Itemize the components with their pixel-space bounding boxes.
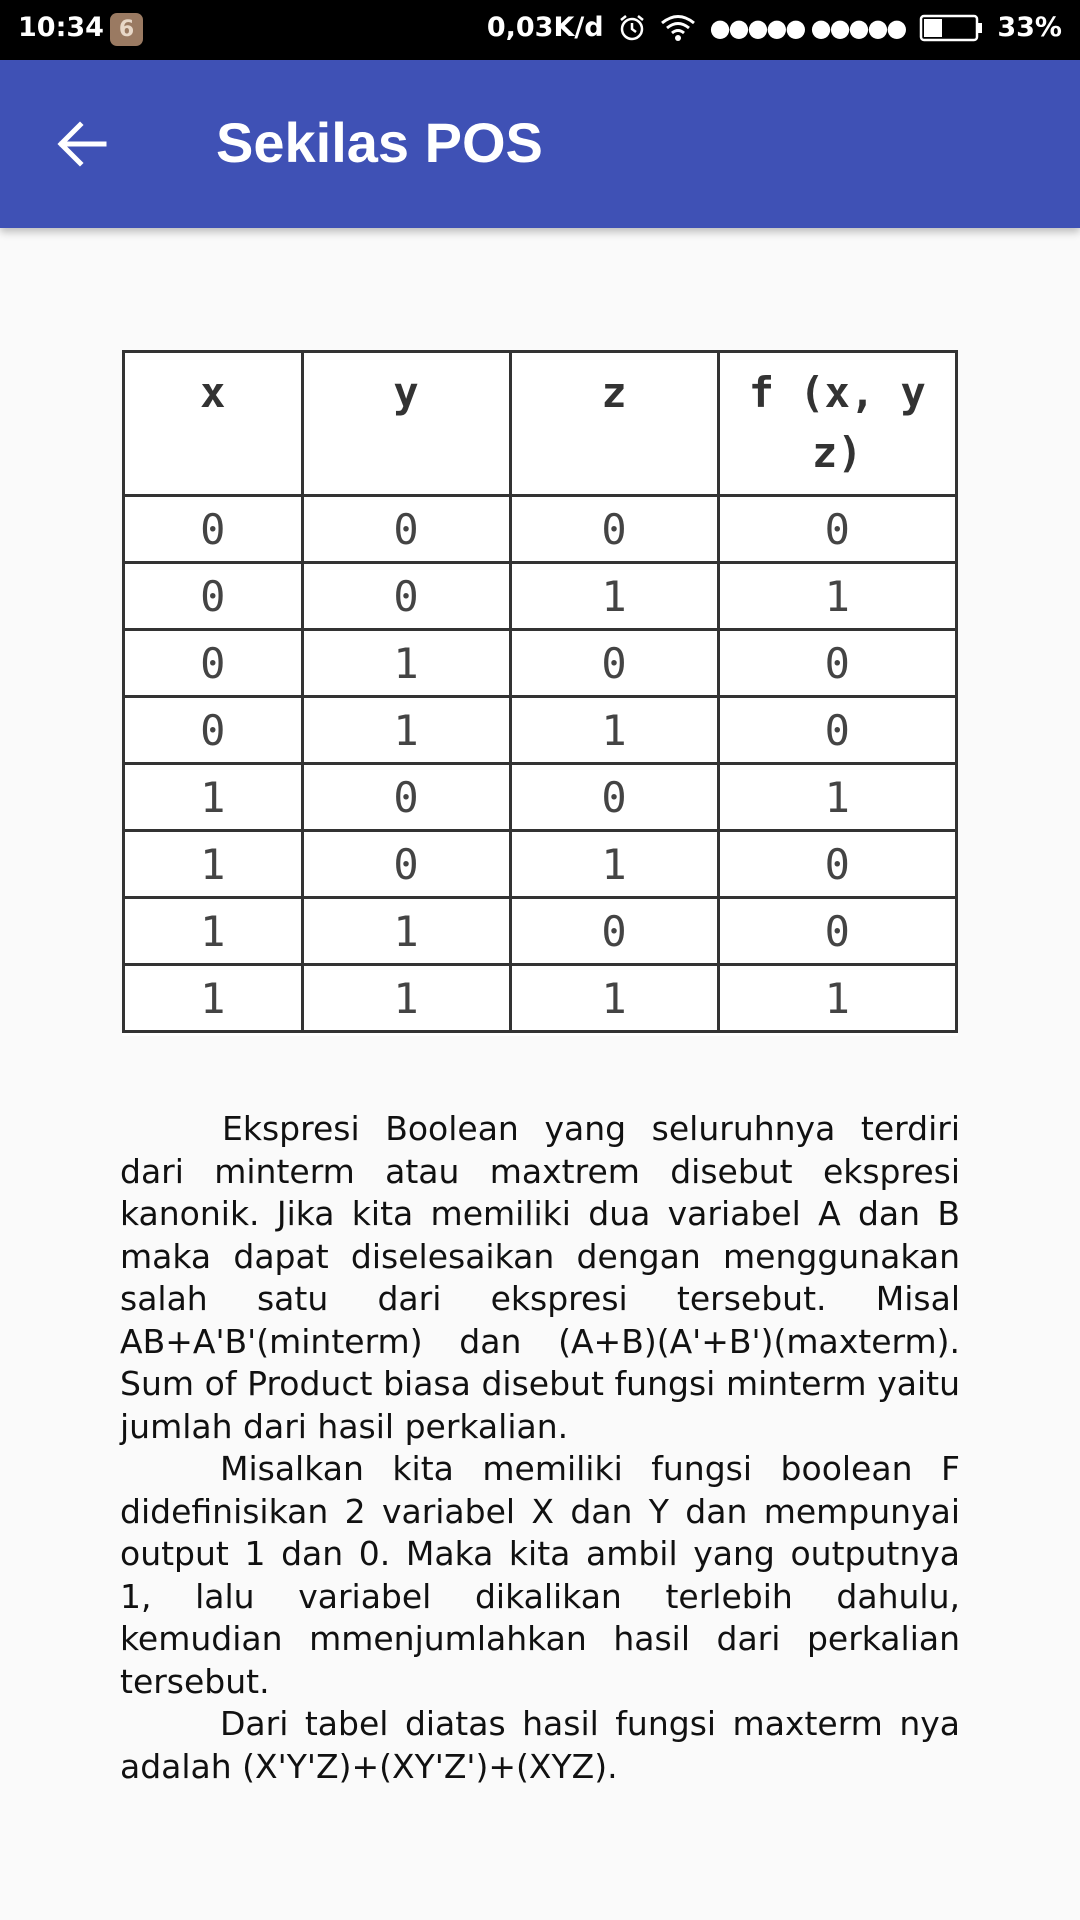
table-header-row (124, 352, 957, 496)
page-title: Sekilas POS (216, 111, 543, 174)
status-icons (487, 12, 1062, 43)
cell-y: 0 (302, 831, 510, 898)
cell-f: 0 (718, 697, 956, 764)
cell-y: 1 (302, 898, 510, 965)
cell-x: 1 (124, 965, 303, 1032)
camera-app-icon: 6 (110, 13, 143, 46)
paragraph-1: Ekspresi Boolean yang seluruhnya terdiri dari minterm atau maxtrem disebut ekspresi kanonik. Jika kita memiliki dua variabel A dan B maka dapat diselesaikan dengan menggunakan salah satu dari ekspresi tersebut. Misal AB+A'B'(minterm) dan (A+B)(A'+B')(maxterm). Sum of Product biasa disebut fungsi minterm yaitu jumlah dari hasil perkalian. (120, 1109, 960, 1446)
cell-f: 1 (718, 764, 956, 831)
header-y: y (302, 352, 510, 496)
cell-z: 0 (510, 630, 718, 697)
cell-z: 0 (510, 496, 718, 563)
table-row (124, 697, 957, 764)
back-button[interactable] (50, 112, 114, 176)
cell-y: 1 (302, 965, 510, 1032)
cell-y: 1 (302, 630, 510, 697)
table-row (124, 496, 957, 563)
cell-z: 1 (510, 563, 718, 630)
arrow-left-icon (56, 120, 108, 168)
cell-y: 1 (302, 697, 510, 764)
header-z: z (510, 352, 718, 496)
header-x: x (124, 352, 303, 496)
cell-f: 0 (718, 630, 956, 697)
network-speed: 0,03K/d (486, 12, 604, 43)
cell-f: 1 (718, 965, 956, 1032)
app-bar (0, 60, 1080, 228)
cell-z: 0 (510, 764, 718, 831)
status-time: 10:34 (18, 12, 104, 43)
cell-y: 0 (302, 764, 510, 831)
cell-x: 1 (124, 831, 303, 898)
header-f: f (x, y z) (718, 352, 956, 496)
cell-x: 1 (124, 764, 303, 831)
truth-table (122, 350, 958, 1033)
table-row (124, 563, 957, 630)
cell-y: 0 (302, 496, 510, 563)
truth-table-image (122, 350, 958, 1036)
battery-percent: 33% (997, 12, 1062, 43)
cell-x: 1 (124, 898, 303, 965)
paragraph-2: Misalkan kita memiliki fungsi boolean F didefinisikan 2 variabel X dan Y dan mempunyai output 1 dan 0. Maka kita ambil yang outputnya 1, lalu variabel dikalikan terlebih dahulu, kemudian mmenjumlahkan hasil dari perkalian tersebut. (120, 1449, 960, 1701)
table-row (124, 764, 957, 831)
cell-x: 0 (124, 563, 303, 630)
table-row (124, 630, 957, 697)
cell-f: 0 (718, 898, 956, 965)
table-row (124, 831, 957, 898)
status-bar (0, 0, 1080, 60)
table-row (124, 965, 957, 1032)
cell-y: 0 (302, 563, 510, 630)
wifi-icon (660, 14, 696, 42)
cell-z: 1 (510, 965, 718, 1032)
cell-z: 0 (510, 898, 718, 965)
signal-strength-icon: ●●●●● ●●●●● (709, 13, 906, 42)
table-row (124, 898, 957, 965)
cell-f: 0 (718, 831, 956, 898)
cell-x: 0 (124, 496, 303, 563)
paragraph-3: Dari tabel diatas hasil fungsi maxterm nya adalah (X'Y'Z)+(XY'Z')+(XYZ). (120, 1704, 960, 1786)
alarm-icon (618, 14, 646, 42)
article-body (120, 1108, 960, 1788)
cell-z: 1 (510, 697, 718, 764)
cell-x: 0 (124, 630, 303, 697)
cell-f: 0 (718, 496, 956, 563)
cell-f: 1 (718, 563, 956, 630)
cell-x: 0 (124, 697, 303, 764)
cell-z: 1 (510, 831, 718, 898)
battery-icon (919, 14, 983, 42)
